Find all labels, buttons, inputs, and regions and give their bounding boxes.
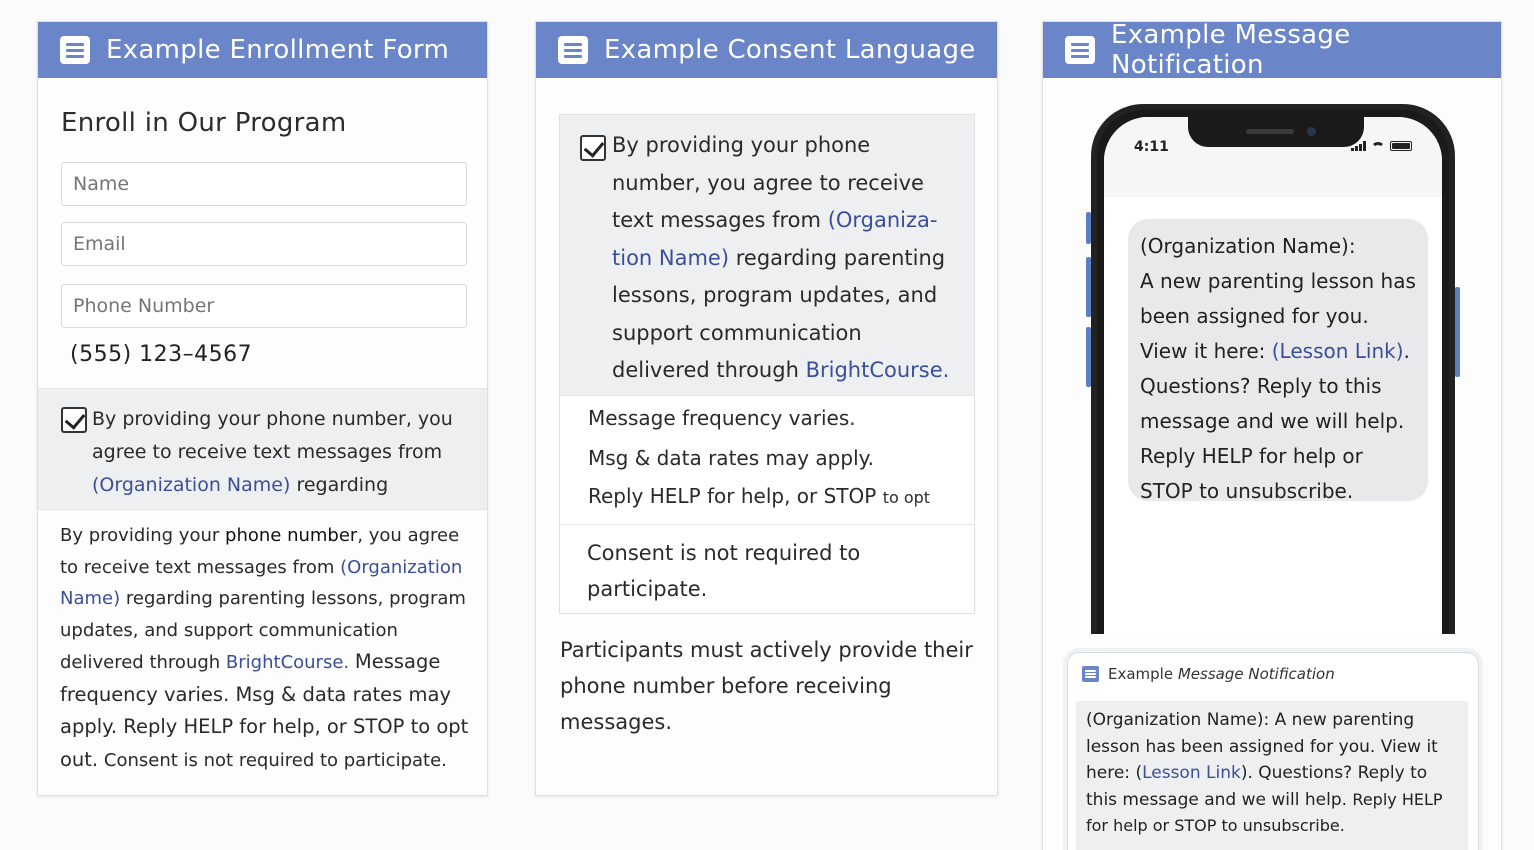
consent-checkbox-section [560, 115, 974, 395]
name-field[interactable] [61, 162, 467, 206]
panel-header [1043, 22, 1501, 78]
battery-icon [1390, 141, 1412, 151]
consent-label: By providing your phone number, you agree to receive text messages from (Organiza-tion Name) regarding parenting lessons, program updates, and support communication delivered through BrightCourse. [612, 133, 950, 382]
phone-number-value: (555) 123–4567 [70, 342, 253, 367]
power-button [1455, 287, 1460, 377]
panel-header [536, 22, 997, 78]
consent-checkbox-section [38, 388, 487, 510]
panel-title: Example Consent Language [604, 35, 976, 65]
frequency-text: Message frequency varies. [588, 406, 856, 430]
phone-screen [1104, 117, 1442, 634]
lesson-link[interactable]: Lesson Link [1142, 763, 1241, 783]
message-bubble: (Organization Name): A new parenting lesson has been assigned for you. View it here: (Lesson Link). Questions? Reply to this message and we will help. Reply HELP for help or STOP to unsubscribe. [1128, 219, 1428, 501]
enrollment-form-panel [37, 21, 488, 796]
panel-title: Example Enrollment Form [106, 35, 450, 65]
email-field[interactable] [61, 222, 467, 266]
rates-text: Msg & data rates may apply. [588, 446, 874, 470]
notification-header: Example Message Notification [1082, 665, 1335, 683]
notification-body: (Organization Name): A new parenting lesson has been assigned for you. View it here: (Lesson Link). Questions? Reply to this message and we will help. Reply HELP for help or STOP to unsubscribe. [1076, 701, 1468, 850]
org-name-link: (Organization Name) [60, 556, 463, 609]
consent-box [559, 114, 975, 614]
panel-header [38, 22, 487, 78]
consent-checkbox[interactable] [61, 407, 87, 433]
speaker-icon [1246, 129, 1294, 134]
help-text: Reply HELP for help, or STOP to opt [588, 484, 931, 508]
lesson-link[interactable]: (Lesson Link) [1271, 339, 1404, 363]
document-icon [60, 36, 90, 64]
form-title: Enroll in Our Program [61, 108, 347, 138]
notification-card [1067, 652, 1479, 850]
notch [1188, 116, 1364, 147]
footer-note: Participants must actively provide their phone number before receiving messages. [560, 638, 973, 734]
consent-label: By providing your phone number, you agree to receive text messages from (Organization Name) regarding [92, 408, 453, 496]
document-icon [558, 36, 588, 64]
consent-checkbox[interactable] [580, 135, 606, 161]
consent-paragraph: By providing your phone number, you agree to receive text messages from (Organization Name) regarding parenting lessons, program updates, and support communication delivered through BrightCourse. Message frequency varies. Msg & data rates may apply. Reply HELP for help, or STOP to opt out. Consent is not required to participate. [60, 525, 469, 771]
org-name-link: (Organization Name) [92, 474, 291, 496]
org-name-link: (Organiza-tion Name) [612, 208, 938, 270]
status-bar [1104, 117, 1442, 197]
message-notification-panel [1042, 21, 1502, 850]
brand-link: BrightCourse. [805, 358, 950, 382]
consent-language-panel [535, 21, 998, 796]
document-icon [1065, 36, 1095, 64]
phone-mockup [1091, 104, 1455, 634]
status-time: 4:11 [1134, 139, 1169, 155]
brand-link: BrightCourse. [225, 652, 350, 673]
rates-section [560, 395, 974, 525]
panel-title: Example Message Notification [1111, 20, 1351, 80]
camera-icon [1307, 127, 1316, 136]
document-icon [1082, 666, 1099, 682]
not-required-text: Consent is not required to participate. [587, 541, 861, 601]
signal-icon [1351, 141, 1366, 151]
wifi-icon [1371, 142, 1385, 151]
phone-field[interactable] [61, 284, 467, 328]
